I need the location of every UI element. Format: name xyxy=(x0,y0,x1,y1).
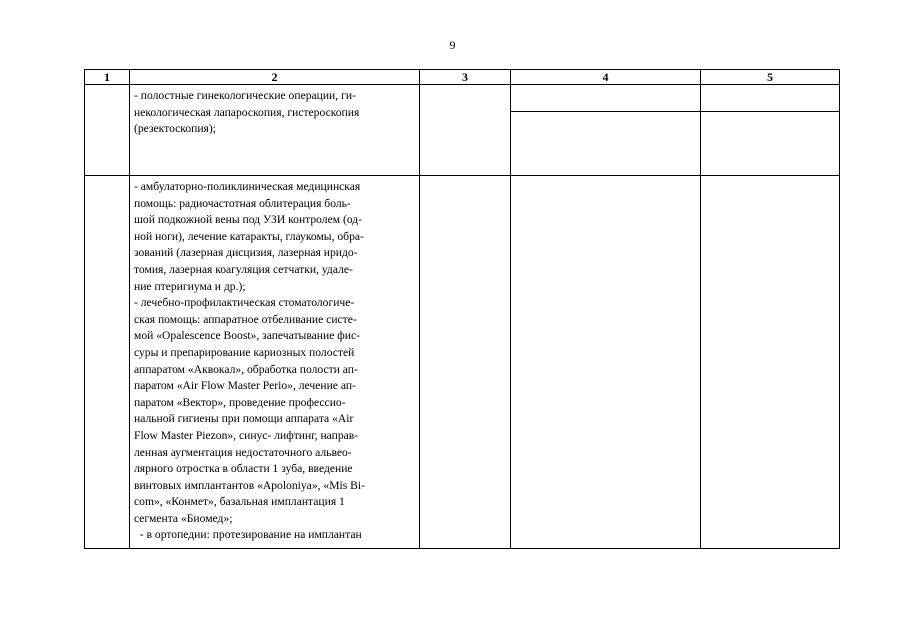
text-line: нальной гигиены при помощи аппарата «Air xyxy=(134,412,354,426)
text-line: паратом «Air Flow Master Perio», лечение ап- xyxy=(134,379,356,393)
row1-col5-subcell xyxy=(701,85,839,112)
text-line: ние птеригиума и др.); xyxy=(134,279,246,293)
text-line: лярного отростка в области 1 зуба, введение xyxy=(134,462,353,476)
row2-col3 xyxy=(420,176,511,549)
text-line: томия, лазерная коагуляция сетчатки, удале- xyxy=(134,262,353,276)
text-line: суры и препарирование кариозных полостей xyxy=(134,345,355,359)
text-line: - лечебно-профилактическая стоматологиче- xyxy=(134,296,355,310)
row1-col4 xyxy=(511,85,701,176)
text-line: мой «Opalescence Boost», запечатывание фис- xyxy=(134,329,360,343)
header-col-5: 5 xyxy=(701,70,840,85)
text-line: com», «Конмет», базальная имплантация 1 xyxy=(134,495,345,509)
table-row xyxy=(85,85,840,176)
header-row xyxy=(85,70,840,85)
text-line: - полостные гинекологические операции, ги- xyxy=(134,89,356,102)
text-line: аппаратом «Аквокал», обработка полости ап- xyxy=(134,362,358,376)
text-line: ленная аугментация недостаточного альвео- xyxy=(134,445,352,459)
row2-col2 xyxy=(130,176,420,549)
header-col-1: 1 xyxy=(85,70,130,85)
text-line: шой подкожной вены под УЗИ контролем (од- xyxy=(134,213,363,227)
text-line: сегмента «Биомед»; xyxy=(134,511,233,525)
row2-col5 xyxy=(701,176,840,549)
header-col-3: 3 xyxy=(420,70,511,85)
text-line: - амбулаторно-поликлиническая медицинская xyxy=(134,180,361,193)
text-line: зований (лазерная дисцизия, лазерная иридо- xyxy=(134,246,358,260)
header-col-4: 4 xyxy=(511,70,701,85)
services-table xyxy=(84,69,840,549)
outpatient-dental-text xyxy=(130,176,419,544)
text-line: - в ортопедии: протезирование на имплантан xyxy=(134,528,362,542)
text-line: ская помощь: аппаратное отбеливание систе- xyxy=(134,312,357,326)
row1-col5 xyxy=(701,85,840,176)
row1-col1 xyxy=(85,85,130,176)
row2-col1 xyxy=(85,176,130,549)
row1-col4-subcell xyxy=(511,85,700,112)
header-col-2: 2 xyxy=(130,70,420,85)
text-line: ной ноги), лечение катаракты, глаукомы, обра- xyxy=(134,229,364,243)
row2-col4 xyxy=(511,176,701,549)
text-line: Flow Master Piezon», синус- лифтинг, направ- xyxy=(134,428,359,442)
text-line: (резектоскопия); xyxy=(134,122,216,136)
gynecology-text xyxy=(130,85,419,138)
page-number: 9 xyxy=(449,38,456,52)
text-line: некологическая лапароскопия, гистероскопия xyxy=(134,105,360,119)
table-row xyxy=(85,176,840,549)
text-line: помощь: радиочастотная облитерация боль- xyxy=(134,196,351,210)
row1-col3 xyxy=(420,85,511,176)
row1-col2 xyxy=(130,85,420,176)
text-line: винтовых имплантантов «Apoloniya», «Mis Bi- xyxy=(134,478,365,492)
text-line: паратом «Вектор», проведение профессио- xyxy=(134,395,346,409)
